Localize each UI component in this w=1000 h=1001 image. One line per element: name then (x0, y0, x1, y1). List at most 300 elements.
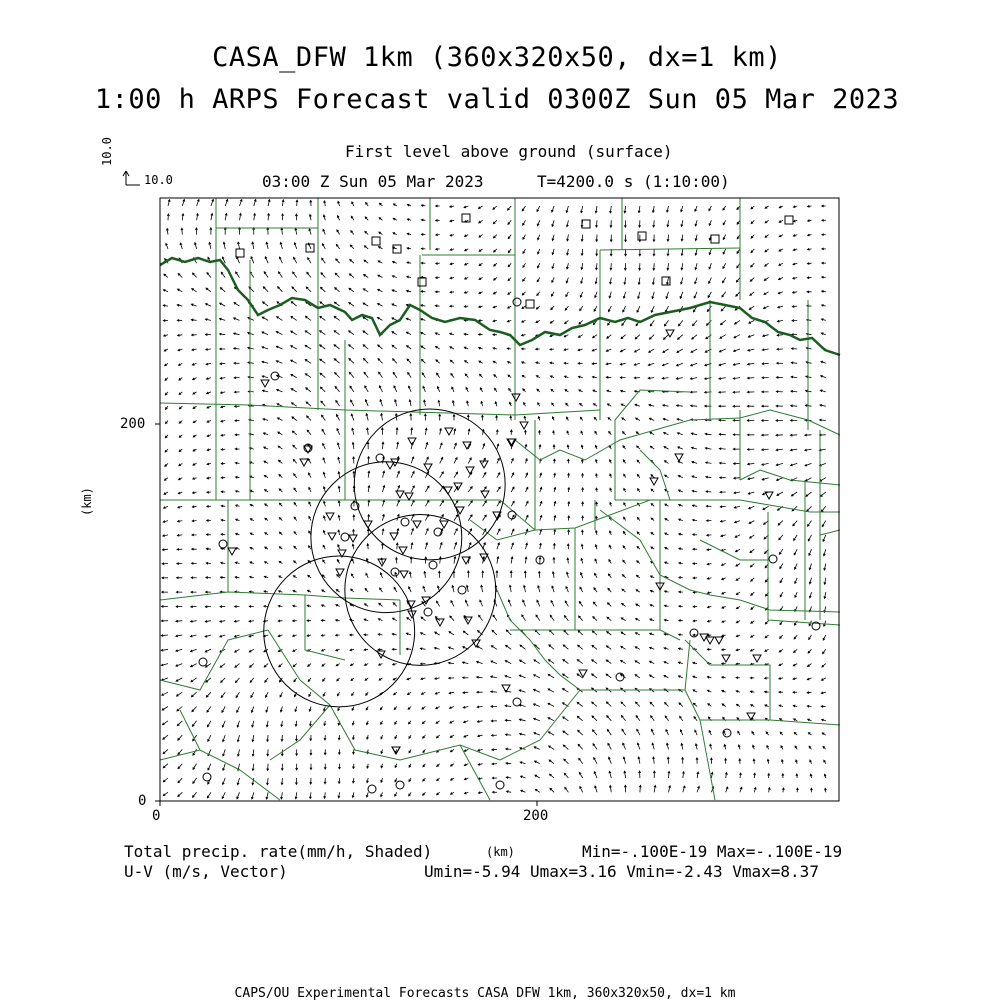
wind-vector (350, 664, 354, 666)
wind-vector (707, 577, 711, 579)
wind-vector (309, 692, 311, 696)
wind-vector (665, 716, 668, 721)
wind-vector (423, 778, 426, 781)
wind-vector (549, 645, 554, 650)
wind-vector (205, 319, 211, 321)
wind-vector (580, 403, 583, 406)
wind-vector (538, 403, 540, 407)
wind-vector (407, 233, 411, 235)
wind-vector (235, 664, 240, 668)
wind-vector (349, 372, 354, 377)
wind-vector (193, 764, 197, 770)
wind-vector (211, 199, 214, 206)
wind-vector (525, 557, 527, 564)
wind-vector (662, 377, 668, 379)
wind-vector (809, 564, 811, 570)
wind-vector (366, 414, 368, 421)
wind-vector (820, 404, 826, 406)
wind-vector (364, 359, 369, 364)
wind-vector (238, 242, 240, 249)
wind-vector (262, 361, 268, 363)
wind-vector (466, 387, 468, 392)
wind-vector (464, 778, 468, 780)
wind-vector (262, 332, 268, 335)
wind-vector (593, 335, 597, 338)
wind-vector (381, 414, 383, 421)
wind-vector (748, 478, 754, 480)
wind-vector (751, 606, 754, 609)
wind-vector (791, 419, 798, 421)
wind-vector (622, 418, 626, 421)
wind-vector (379, 247, 383, 249)
wind-vector (363, 303, 368, 306)
wind-vector (722, 592, 726, 594)
wind-vector (421, 633, 426, 635)
wind-vector (207, 721, 211, 727)
wind-vector (750, 292, 755, 296)
wind-vector (465, 600, 468, 606)
wind-vector (378, 345, 383, 349)
wind-vector (437, 387, 439, 392)
wind-vector (636, 716, 640, 721)
wind-vector (808, 664, 812, 667)
wind-vector (539, 431, 541, 435)
wind-vector (453, 415, 455, 421)
wind-vector (751, 235, 754, 239)
wind-vector (307, 430, 311, 435)
wind-vector (552, 206, 555, 212)
wind-vector (596, 235, 598, 242)
wind-vector (578, 335, 582, 338)
wind-vector (650, 446, 654, 449)
wind-vector (665, 703, 669, 707)
wind-vector (536, 320, 540, 322)
wind-vector (665, 591, 669, 593)
wind-vector (526, 543, 528, 549)
wind-vector (581, 249, 583, 255)
wind-vector (306, 402, 311, 406)
wind-vector (493, 220, 497, 223)
wind-vector (352, 778, 354, 783)
wind-vector (162, 563, 168, 565)
wind-vector (392, 276, 397, 278)
wind-vector (764, 306, 769, 309)
wind-vector (709, 249, 711, 255)
wind-vector (577, 702, 583, 706)
wind-vector (765, 649, 769, 651)
wind-vector (568, 488, 570, 492)
wind-vector (550, 615, 554, 621)
wind-vector (320, 331, 326, 335)
wind-vector (364, 260, 368, 263)
wind-vector (723, 220, 726, 225)
wind-vector (483, 473, 486, 478)
wind-vector (664, 662, 669, 664)
station-triangle (650, 478, 658, 485)
wind-vector (224, 228, 226, 235)
wind-vector (464, 749, 468, 751)
wind-vector (279, 518, 282, 521)
wind-vector (237, 735, 239, 742)
wind-vector (397, 500, 400, 506)
wind-vector (237, 792, 240, 799)
wind-vector (807, 291, 812, 293)
station-triangle (440, 521, 448, 528)
wind-vector (223, 749, 226, 756)
wind-vector (566, 278, 568, 283)
wind-vector (608, 757, 611, 764)
wind-vector (595, 431, 597, 435)
wind-vector (540, 473, 542, 478)
wind-vector (481, 585, 483, 592)
wind-vector (192, 548, 197, 550)
wind-vector (352, 721, 354, 725)
wind-vector (323, 472, 325, 477)
wind-vector (790, 449, 797, 451)
wind-vector (524, 416, 526, 420)
wind-vector (679, 504, 683, 506)
wind-vector (479, 278, 483, 280)
wind-vector (479, 333, 483, 335)
wind-vector (179, 463, 183, 465)
wind-vector (336, 605, 340, 607)
wind-vector (353, 515, 355, 521)
wind-vector (479, 220, 483, 223)
wind-vector (550, 788, 554, 792)
wind-vector (439, 414, 441, 420)
wind-vector (493, 206, 497, 209)
wind-vector (207, 792, 211, 798)
wind-vector (739, 773, 741, 778)
wind-vector (295, 707, 297, 712)
wind-vector (681, 220, 683, 226)
wind-vector (749, 320, 755, 323)
wind-vector (748, 335, 754, 338)
wind-vector (294, 561, 297, 564)
wind-vector (780, 732, 783, 735)
wind-vector (593, 617, 597, 621)
wind-vector (408, 386, 411, 392)
wind-vector (193, 778, 197, 783)
wind-vector (522, 320, 526, 322)
wind-vector (336, 244, 339, 249)
county-boundaries (160, 198, 840, 800)
wind-vector (466, 585, 468, 592)
wind-vector (294, 678, 297, 682)
wind-vector (277, 389, 283, 392)
wind-vector (707, 648, 711, 650)
wind-vector (322, 258, 326, 263)
wind-vector (767, 746, 769, 750)
wind-vector (552, 235, 554, 241)
wind-vector (781, 760, 783, 764)
wind-vector (323, 560, 326, 564)
wind-vector (776, 420, 783, 422)
wind-vector (321, 273, 325, 278)
wind-vector (352, 692, 354, 695)
wind-vector (336, 664, 339, 666)
wind-vector (639, 785, 641, 792)
wind-vector (763, 335, 769, 337)
wind-vector (437, 764, 440, 767)
wind-vector (205, 606, 211, 608)
wind-vector (338, 472, 340, 478)
wind-vector (309, 792, 311, 798)
wind-vector (637, 546, 640, 549)
wind-vector (463, 706, 468, 708)
wind-vector (691, 405, 698, 407)
wind-vector (697, 786, 699, 792)
wind-vector (454, 515, 458, 521)
wind-vector (451, 764, 455, 766)
wind-stats: Umin=-5.94 Umax=3.16 Vmin=-2.43 Vmax=8.37 (424, 862, 819, 881)
wind-vector (425, 543, 427, 550)
wind-vector (653, 235, 655, 242)
wind-vector (650, 647, 655, 649)
wind-vector (719, 377, 726, 379)
wind-vector (695, 249, 697, 255)
wind-vector (510, 571, 512, 578)
wind-vector (191, 678, 197, 682)
wind-vector (550, 362, 554, 364)
wind-vector (606, 660, 611, 664)
wind-vector (409, 721, 412, 724)
wind-vector (511, 501, 514, 506)
wind-vector (477, 706, 483, 708)
wind-vector (720, 491, 726, 493)
wind-vector (736, 621, 740, 623)
wind-vector (506, 777, 511, 779)
wind-vector (620, 363, 625, 365)
wind-vector (395, 735, 397, 739)
wind-vector (580, 292, 583, 297)
wind-vector (733, 419, 740, 421)
wind-vector (767, 759, 769, 763)
wind-vector (338, 764, 340, 769)
wind-vector (693, 548, 697, 550)
wind-vector (522, 362, 526, 364)
wind-vector (635, 633, 640, 635)
wind-vector (161, 664, 168, 666)
wind-vector (639, 263, 641, 270)
wind-vector (567, 445, 569, 449)
wind-vector (693, 519, 698, 521)
wind-vector (166, 421, 169, 424)
wind-vector (239, 228, 241, 235)
wind-vector (468, 429, 470, 435)
wind-vector (523, 600, 526, 606)
wind-vector (282, 200, 284, 206)
wind-vector (276, 361, 282, 364)
wind-vector (820, 478, 826, 482)
wind-vector (540, 501, 542, 506)
wind-vector (295, 214, 297, 220)
wind-vector (523, 389, 526, 392)
wind-vector (721, 320, 726, 324)
station-triangle (424, 464, 432, 471)
wind-vector (396, 428, 398, 435)
wind-vector (622, 575, 625, 578)
wind-vector (279, 547, 282, 550)
wind-vector (236, 272, 240, 278)
wind-vector (281, 764, 283, 771)
wind-vector (191, 664, 197, 667)
wind-vector (350, 245, 354, 249)
wind-vector (493, 306, 497, 308)
wind-vector (381, 721, 383, 725)
wind-vector (722, 578, 726, 580)
wind-vector (609, 560, 611, 564)
wind-vector (653, 249, 655, 256)
wind-vector (277, 418, 282, 421)
wind-vector (395, 558, 397, 564)
wind-vector (705, 447, 711, 449)
wind-vector (368, 457, 370, 464)
wind-vector (593, 744, 597, 750)
wind-vector (207, 491, 211, 493)
wind-vector (565, 787, 569, 792)
wind-vector (239, 213, 241, 220)
wind-vector (382, 442, 384, 449)
wind-vector (450, 721, 454, 723)
wind-vector (265, 547, 268, 549)
wind-vector (220, 635, 225, 637)
wind-vector (367, 442, 369, 449)
wind-vector (681, 263, 683, 270)
wind-vector (480, 374, 483, 377)
wind-vector (551, 292, 554, 296)
wind-vector (754, 787, 756, 792)
wind-vector (592, 674, 597, 678)
wind-vector (779, 691, 783, 693)
wind-vector (581, 431, 583, 435)
wind-vector (225, 213, 227, 220)
wind-vector (679, 703, 683, 707)
wind-vector (509, 389, 512, 392)
wind-vector (580, 573, 582, 578)
wind-vector (595, 786, 597, 792)
wind-vector (310, 778, 312, 784)
wind-vector (537, 600, 540, 606)
wind-vector (221, 692, 225, 697)
wind-vector (736, 704, 740, 706)
wind-vector (292, 417, 297, 421)
wind-vector (538, 586, 540, 592)
wind-vector (724, 745, 726, 750)
wind-vector (776, 449, 783, 451)
wind-vector (408, 692, 412, 694)
wind-vector (237, 707, 240, 713)
wind-vector (293, 605, 297, 607)
wind-vector (206, 562, 211, 564)
wind-vector (320, 387, 325, 392)
wind-vector (623, 446, 626, 449)
wind-vector (379, 663, 383, 665)
wind-vector (665, 562, 669, 564)
wind-vector (750, 535, 755, 538)
wind-vector (452, 387, 454, 392)
wind-vector (780, 578, 783, 583)
wind-vector (248, 376, 254, 378)
wind-vector (779, 220, 783, 222)
wind-vector (777, 362, 783, 364)
wind-vector (421, 219, 425, 221)
wind-vector (579, 602, 582, 607)
wind-vector (250, 678, 254, 683)
wind-vector (436, 205, 440, 207)
wind-vector (450, 749, 454, 751)
wind-vector (664, 648, 669, 650)
wind-vector (508, 263, 511, 267)
wind-vector (596, 249, 598, 256)
wind-vector (251, 707, 254, 713)
wind-vector (494, 375, 497, 378)
wind-vector (624, 488, 626, 492)
wind-vector (450, 360, 454, 363)
wind-vector (678, 447, 683, 449)
wind-vector (293, 272, 297, 278)
wind-vector (508, 375, 511, 378)
wind-vector (808, 733, 811, 736)
wind-vector (421, 290, 425, 292)
wind-vector (291, 389, 297, 392)
wind-vector (451, 792, 455, 794)
wind-vector (791, 405, 798, 407)
wind-vector (237, 721, 240, 727)
wind-vector (638, 278, 640, 285)
wind-vector (636, 702, 640, 707)
wind-vector (450, 735, 454, 737)
wind-vector (765, 220, 769, 223)
wind-vector (822, 219, 826, 221)
wind-vector (351, 574, 354, 578)
wind-vector (822, 719, 826, 721)
wind-vector (394, 587, 397, 592)
wind-vector (293, 620, 297, 622)
wind-vector (608, 418, 611, 421)
wind-vector (407, 359, 411, 363)
wind-vector (291, 346, 297, 349)
wind-vector (519, 675, 525, 678)
wind-vector (179, 378, 182, 381)
wind-vector (409, 572, 411, 578)
wind-vector (554, 502, 556, 507)
wind-vector (791, 390, 797, 392)
wind-vector (324, 721, 326, 726)
wind-vector (309, 215, 311, 221)
wind-vector (235, 606, 240, 608)
wind-vector (747, 405, 754, 407)
wind-vector (207, 449, 211, 451)
wind-vector (776, 463, 783, 465)
wind-vector (823, 746, 826, 749)
wind-vector (263, 419, 268, 421)
wind-vector (351, 678, 354, 681)
wind-vector (735, 535, 740, 537)
wind-vector (596, 220, 598, 227)
wind-vector (653, 220, 655, 227)
wind-vector (564, 335, 568, 337)
wind-vector (654, 785, 656, 792)
wind-vector (465, 361, 469, 364)
wind-vector (738, 745, 740, 750)
wind-vector (550, 335, 554, 337)
wind-vector (378, 304, 383, 307)
wind-vector (209, 242, 211, 249)
wind-vector (337, 560, 339, 564)
wind-vector (407, 618, 411, 621)
wind-vector (592, 349, 597, 351)
